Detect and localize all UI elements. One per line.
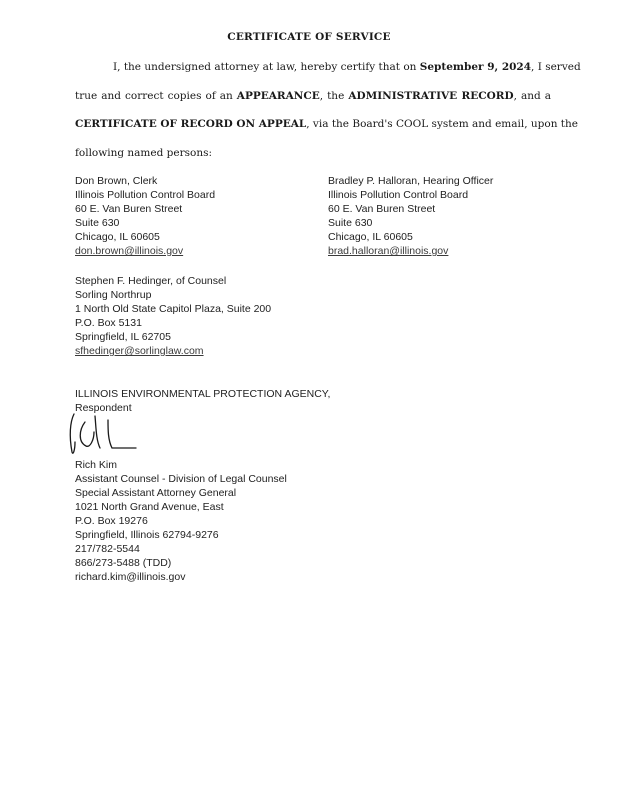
signatory-pobox: P.O. Box 19276: [75, 515, 148, 527]
service-recipient-stephen-hedinger: [75, 274, 271, 358]
signatory-tdd: 866/273-5488 (TDD): [75, 557, 172, 569]
handwritten-signature: [64, 410, 144, 460]
agency-name: ILLINOIS ENVIRONMENTAL PROTECTION AGENCY,: [75, 388, 331, 400]
recipient-street: 60 E. Van Buren Street: [328, 203, 436, 215]
service-date: September 9, 2024: [419, 61, 532, 73]
signatory-phone: 217/782-5544: [75, 543, 140, 555]
recipient-suite: Suite 630: [75, 217, 120, 229]
signatory-title: Assistant Counsel - Division of Legal Counsel: [75, 473, 287, 485]
body-text: true and correct copies of an: [75, 90, 237, 102]
body-text: , I served: [531, 61, 581, 73]
recipient-email-link[interactable]: brad.halloran@illinois.gov: [328, 245, 449, 257]
signatory-email[interactable]: richard.kim@illinois.gov: [75, 571, 186, 583]
recipient-city: Chicago, IL 60605: [75, 231, 160, 243]
recipient-suite: Suite 630: [328, 217, 373, 229]
body-text: , via the Board's COOL system and email, upon the: [306, 118, 578, 130]
doc-administrative-record: ADMINISTRATIVE RECORD: [348, 90, 514, 102]
body-line-2: [75, 90, 551, 103]
service-recipient-don-brown: [75, 174, 215, 258]
recipient-org: Sorling Northrup: [75, 289, 152, 301]
signatory-contact-block: [75, 458, 287, 584]
recipient-email-link[interactable]: don.brown@illinois.gov: [75, 245, 184, 257]
body-text: I, the undersigned attorney at law, hereby certify that on: [113, 61, 420, 73]
party-role: Respondent: [75, 402, 132, 414]
body-text: , and a: [513, 90, 551, 102]
recipient-city: Springfield, IL 62705: [75, 331, 171, 343]
body-text: , the: [319, 90, 349, 102]
doc-certificate-of-record: CERTIFICATE OF RECORD ON APPEAL: [75, 118, 307, 130]
signatory-name: Rich Kim: [75, 459, 118, 471]
recipient-email-link[interactable]: sfhedinger@sorlinglaw.com: [75, 345, 204, 357]
document-title: CERTIFICATE OF SERVICE: [227, 31, 391, 43]
recipient-city: Chicago, IL 60605: [328, 231, 413, 243]
service-recipient-bradley-halloran: [328, 174, 493, 258]
recipient-street: 60 E. Van Buren Street: [75, 203, 183, 215]
body-line-3: [75, 118, 578, 131]
doc-appearance: APPEARANCE: [236, 90, 320, 102]
body-line-1: [75, 61, 581, 74]
recipient-org: Illinois Pollution Control Board: [328, 189, 469, 201]
signature-agency-block: [75, 387, 330, 415]
signatory-city: Springfield, Illinois 62794-9276: [75, 529, 219, 541]
recipient-pobox: P.O. Box 5131: [75, 317, 142, 329]
recipient-org: Illinois Pollution Control Board: [75, 189, 216, 201]
signatory-address: 1021 North Grand Avenue, East: [75, 501, 224, 513]
recipient-name: Bradley P. Halloran, Hearing Officer: [328, 175, 494, 187]
signatory-title-secondary: Special Assistant Attorney General: [75, 487, 237, 499]
recipient-name: Stephen F. Hedinger, of Counsel: [75, 275, 227, 287]
recipient-name: Don Brown, Clerk: [75, 175, 158, 187]
body-line-4: following named persons:: [75, 147, 213, 159]
recipient-street: 1 North Old State Capitol Plaza, Suite 200: [75, 303, 272, 315]
